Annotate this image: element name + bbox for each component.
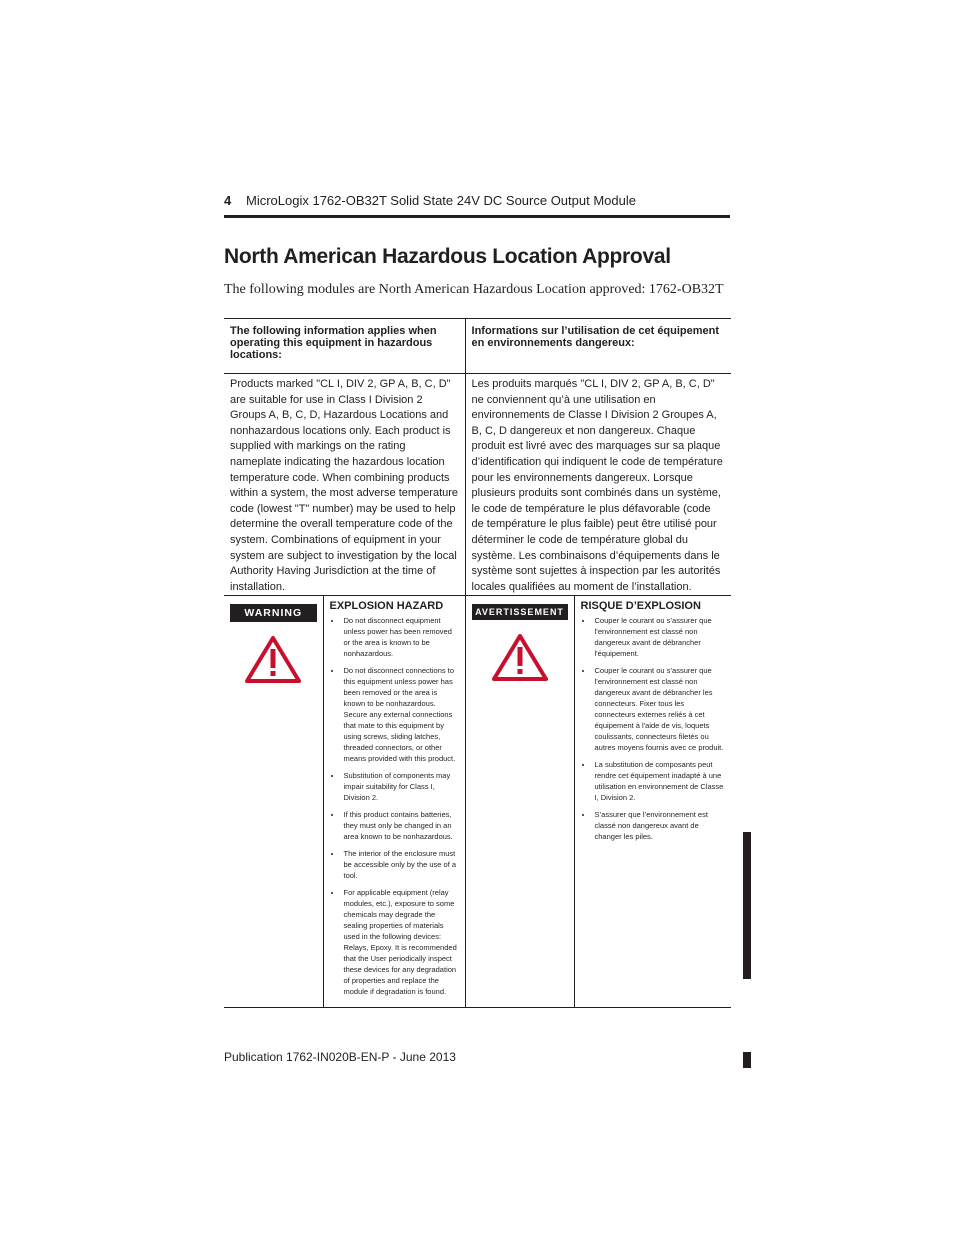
section-intro: The following modules are North American Hazardous Location approved: 1762-OB32T (224, 282, 724, 297)
section-tab-marker (743, 832, 751, 979)
list-item: • If this product contains batteries, they must only be changed in an area known to be nonhazardous. (342, 809, 459, 842)
list-item: • Couper le courant ou s’assurer que l’environnement est classé non dangereux avant de débrancher les connecteurs. Fixer tous les connecteurs externes reliés à cet équipement à l'aide de vis, loquets coulissants, connecteurs filetés ou autres moyens fournis avec ce produit. (593, 665, 726, 753)
list-item: • Couper le courant ou s’assurer que l’environnement est classé non dangereux avant de débrancher l'équipement. (593, 615, 726, 659)
french-warning-list (581, 615, 726, 842)
section-heading: North American Hazardous Location Approval (224, 245, 671, 268)
list-item: • For applicable equipment (relay modules, etc.), exposure to some chemicals may degrade the sealing properties of materials used in the following devices: Relays, Epoxy. It is recommended that the User periodically inspect these devices for any degradation of properties and replace the module if degradation is found. (342, 887, 459, 997)
avertissement-label: AVERTISSEMENT (472, 604, 568, 620)
french-header-cell: Informations sur l’utilisation de cet équipement en environnements dangereux: (465, 319, 731, 374)
english-body-cell: Products marked "CL I, DIV 2, GP A, B, C, D" are suitable for use in Class I Division 2 Groups A, B, C, D, Hazardous Locations and nonhazardous locations only. Each product is supplied with markings on the rating nameplate indicating the hazardous location temperature code. When combining products within a system, the most adverse temperature code (lowest "T" number) may be used to help determine the overall temperature code of the system. Combinations of equipment in your system are subject to investigation by the local Authority Having Jurisdiction at the time of installation. (224, 374, 465, 596)
english-warning-signal-cell (224, 596, 323, 1008)
english-warning-list (330, 615, 459, 997)
list-item: • Do not disconnect connections to this equipment unless power has been removed or the area is known to be nonhazardous. Secure any external connections that mate to this equipment by using screws, sliding latches, threaded connectors, or other means provided with this product. (342, 665, 459, 764)
page-header (224, 191, 730, 218)
english-header-cell: The following information applies when operating this equipment in hazardous locations: (224, 319, 465, 374)
list-item: • S’assurer que l’environnement est classé non dangereux avant de changer les piles. (593, 809, 726, 842)
publication-footer: Publication 1762-IN020B-EN-P - June 2013 (224, 1050, 456, 1064)
page-number: 4 (224, 193, 232, 208)
warning-triangle-icon (492, 634, 548, 682)
french-warning-text-cell (574, 596, 731, 1008)
running-title: MicroLogix 1762-OB32T Solid State 24V DC Source Output Module (246, 193, 636, 208)
french-warning-signal-cell (465, 596, 574, 1008)
english-warning-text-cell (323, 596, 465, 1008)
list-item: • La substitution de composants peut rendre cet équipement inadapté à une utilisation en environnement de Classe I, Division 2. (593, 759, 726, 803)
warning-triangle-icon (245, 636, 301, 684)
list-item: • The interior of the enclosure must be accessible only by the use of a tool. (342, 848, 459, 881)
french-body-cell: Les produits marqués "CL I, DIV 2, GP A, B, C, D" ne conviennent qu’à une utilisation en environnements de Classe I Division 2 Groupes A, B, C, D dangereux et non dangereux. Chaque produit est livré avec des marquages sur sa plaque d’identification qui indiquent le code de température pour les environnements dangereux. Lorsque plusieurs produits sont combinés dans un système, le code de température le plus défavorable (code de température le plus faible) peut être utilisé pour déterminer le code de température global du système. Les combinaisons d’équipements dans le système sont sujettes à inspection par les autorités locales qualifiées au moment de l’installation. (465, 374, 731, 596)
hazardous-location-table (224, 318, 731, 1008)
warning-label: WARNING (230, 604, 317, 622)
risque-explosion-title: RISQUE D’EXPLOSION (580, 600, 701, 613)
list-item: • Substitution of components may impair suitability for Class I, Division 2. (342, 770, 459, 803)
footer-marker (743, 1052, 751, 1068)
list-item: • Do not disconnect equipment unless power has been removed or the area is known to be nonhazardous. (342, 615, 459, 659)
explosion-hazard-title: EXPLOSION HAZARD (329, 600, 444, 613)
